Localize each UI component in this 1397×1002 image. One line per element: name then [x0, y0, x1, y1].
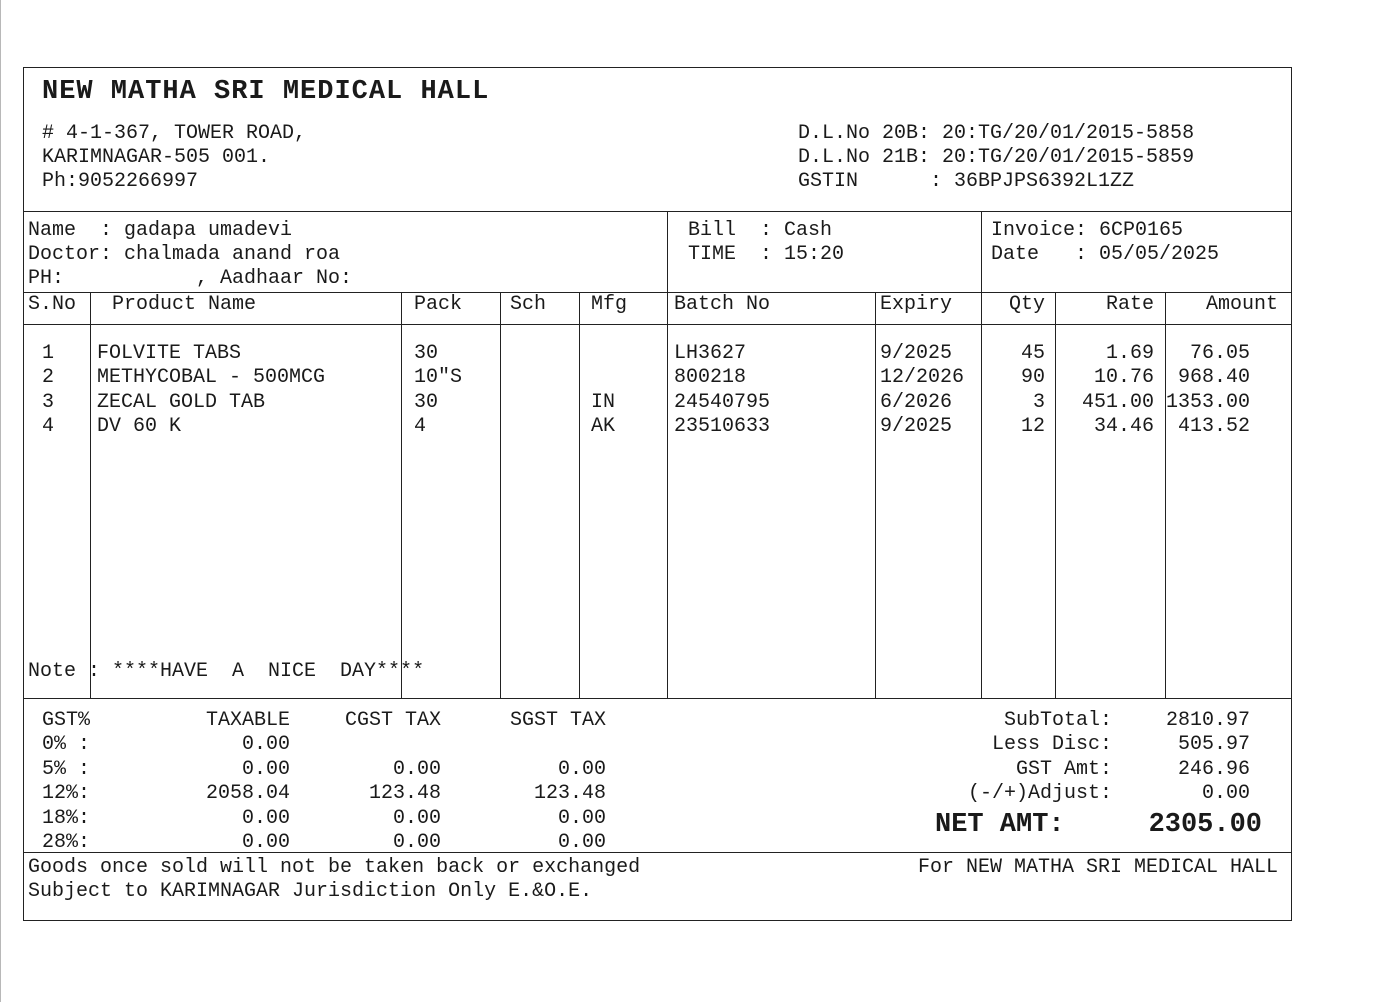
- customer-name: Name : gadapa umadevi: [28, 219, 293, 242]
- col-header-mfg: Mfg: [591, 293, 628, 316]
- divider-table-bottom: [24, 698, 1291, 699]
- drug-license-21b: D.L.No 21B: 20:TG/20/01/2015-5859: [798, 146, 1195, 169]
- net-amount-value: 2305.00: [1148, 810, 1262, 840]
- gst-header-sgst: SGST TAX: [509, 709, 606, 732]
- cell-pack: 4: [414, 415, 427, 438]
- divider-info-2: [981, 211, 982, 292]
- col-sep: [90, 292, 91, 698]
- gst-sgst: 0.00: [557, 831, 606, 854]
- cell-batch: 23510633: [674, 415, 771, 438]
- col-header-product: Product Name: [112, 293, 257, 316]
- gst-amount-value: 246.96: [1177, 758, 1250, 781]
- cell-amount: 1353.00: [1166, 391, 1251, 414]
- divider-header: [24, 211, 1291, 212]
- gst-amount-label: GST Amt:: [1015, 758, 1112, 781]
- gst-sgst: 0.00: [557, 758, 606, 781]
- cell-product: DV 60 K: [97, 415, 182, 438]
- cell-product: METHYCOBAL - 500MCG: [97, 366, 326, 389]
- cell-expiry: 9/2025: [880, 342, 953, 365]
- page-left-edge: [0, 0, 1, 1002]
- gst-cgst: 0.00: [392, 758, 441, 781]
- col-sep: [401, 292, 402, 698]
- divider-column-header: [24, 324, 1291, 325]
- gst-cgst: 123.48: [368, 782, 441, 805]
- footer-jurisdiction: Subject to KARIMNAGAR Jurisdiction Only E.&O.E.: [28, 880, 593, 903]
- divider-info-1: [667, 211, 668, 292]
- footer-return-policy: Goods once sold will not be taken back or exchanged: [28, 856, 641, 879]
- col-sep: [667, 292, 668, 698]
- gst-sgst: 0.00: [557, 807, 606, 830]
- cell-batch: LH3627: [674, 342, 747, 365]
- cell-product: ZECAL GOLD TAB: [97, 391, 266, 414]
- gst-taxable: 0.00: [241, 733, 290, 756]
- col-header-expiry: Expiry: [880, 293, 953, 316]
- footer-signature: For NEW MATHA SRI MEDICAL HALL: [917, 856, 1278, 879]
- cell-expiry: 12/2026: [880, 366, 965, 389]
- adjust-label: (-/+)Adjust:: [967, 782, 1112, 805]
- gst-taxable: 0.00: [241, 807, 290, 830]
- net-amount-label: NET AMT:: [935, 810, 1065, 840]
- cell-rate: 34.46: [1093, 415, 1154, 438]
- gst-rate-label: 0% :: [42, 733, 91, 756]
- cell-amount: 413.52: [1177, 415, 1250, 438]
- shop-address-line-1: # 4-1-367, TOWER ROAD,: [42, 122, 307, 145]
- gst-taxable: 0.00: [241, 758, 290, 781]
- gst-rate-label: 28%:: [42, 831, 91, 854]
- col-header-sch: Sch: [510, 293, 547, 316]
- cell-rate: 451.00: [1081, 391, 1154, 414]
- subtotal-label: SubTotal:: [1003, 709, 1112, 732]
- cell-qty: 12: [1020, 415, 1045, 438]
- gst-header-taxable: TAXABLE: [205, 709, 290, 732]
- subtotal-value: 2810.97: [1165, 709, 1250, 732]
- cell-qty: 90: [1020, 366, 1045, 389]
- gst-cgst: 0.00: [392, 831, 441, 854]
- col-sep: [875, 292, 876, 698]
- col-header-rate: Rate: [1105, 293, 1154, 316]
- cell-qty: 3: [1032, 391, 1045, 414]
- cell-rate: 10.76: [1093, 366, 1154, 389]
- divider-footer: [24, 852, 1291, 853]
- cell-sno: 4: [42, 415, 55, 438]
- gst-sgst: 123.48: [533, 782, 606, 805]
- col-header-batch: Batch No: [674, 293, 771, 316]
- gst-rate-label: 12%:: [42, 782, 91, 805]
- cell-amount: 76.05: [1189, 342, 1250, 365]
- cell-qty: 45: [1020, 342, 1045, 365]
- cell-batch: 24540795: [674, 391, 771, 414]
- cell-mfg: AK: [591, 415, 616, 438]
- cell-sno: 1: [42, 342, 55, 365]
- cell-expiry: 6/2026: [880, 391, 953, 414]
- col-header-qty: Qty: [1008, 293, 1045, 316]
- shop-phone: Ph:9052266997: [42, 170, 199, 193]
- gst-taxable: 2058.04: [205, 782, 290, 805]
- gst-taxable: 0.00: [241, 831, 290, 854]
- bill-time: TIME : 15:20: [688, 243, 845, 266]
- col-header-amount: Amount: [1205, 293, 1278, 316]
- drug-license-20b: D.L.No 20B: 20:TG/20/01/2015-5858: [798, 122, 1195, 145]
- bill-type: Bill : Cash: [688, 219, 833, 242]
- gstin: GSTIN : 36BPJPS6392L1ZZ: [798, 170, 1135, 193]
- invoice-number: Invoice: 6CP0165: [991, 219, 1184, 242]
- adjust-value: 0.00: [1201, 782, 1250, 805]
- gst-rate-label: 18%:: [42, 807, 91, 830]
- cell-batch: 800218: [674, 366, 747, 389]
- col-header-pack: Pack: [414, 293, 463, 316]
- gst-header-rate: GST%: [42, 709, 91, 732]
- note-text: Note : ****HAVE A NICE DAY****: [28, 660, 425, 683]
- discount-value: 505.97: [1177, 733, 1250, 756]
- cell-sno: 3: [42, 391, 55, 414]
- cell-sno: 2: [42, 366, 55, 389]
- col-sep: [500, 292, 501, 698]
- doctor-name: Doctor: chalmada anand roa: [28, 243, 341, 266]
- cell-rate: 1.69: [1105, 342, 1154, 365]
- customer-phone-aadhaar: PH: , Aadhaar No:: [28, 267, 353, 290]
- shop-name: NEW MATHA SRI MEDICAL HALL: [42, 77, 490, 107]
- cell-expiry: 9/2025: [880, 415, 953, 438]
- gst-rate-label: 5% :: [42, 758, 91, 781]
- gst-header-cgst: CGST TAX: [344, 709, 441, 732]
- cell-pack: 30: [414, 342, 439, 365]
- col-header-sno: S.No: [28, 293, 77, 316]
- discount-label: Less Disc:: [991, 733, 1112, 756]
- cell-pack: 30: [414, 391, 439, 414]
- cell-mfg: IN: [591, 391, 616, 414]
- invoice-sheet: [23, 67, 1292, 921]
- shop-address-line-2: KARIMNAGAR-505 001.: [42, 146, 271, 169]
- cell-pack: 10"S: [414, 366, 463, 389]
- col-sep: [579, 292, 580, 698]
- invoice-date: Date : 05/05/2025: [991, 243, 1220, 266]
- gst-cgst: 0.00: [392, 807, 441, 830]
- cell-amount: 968.40: [1177, 366, 1250, 389]
- cell-product: FOLVITE TABS: [97, 342, 242, 365]
